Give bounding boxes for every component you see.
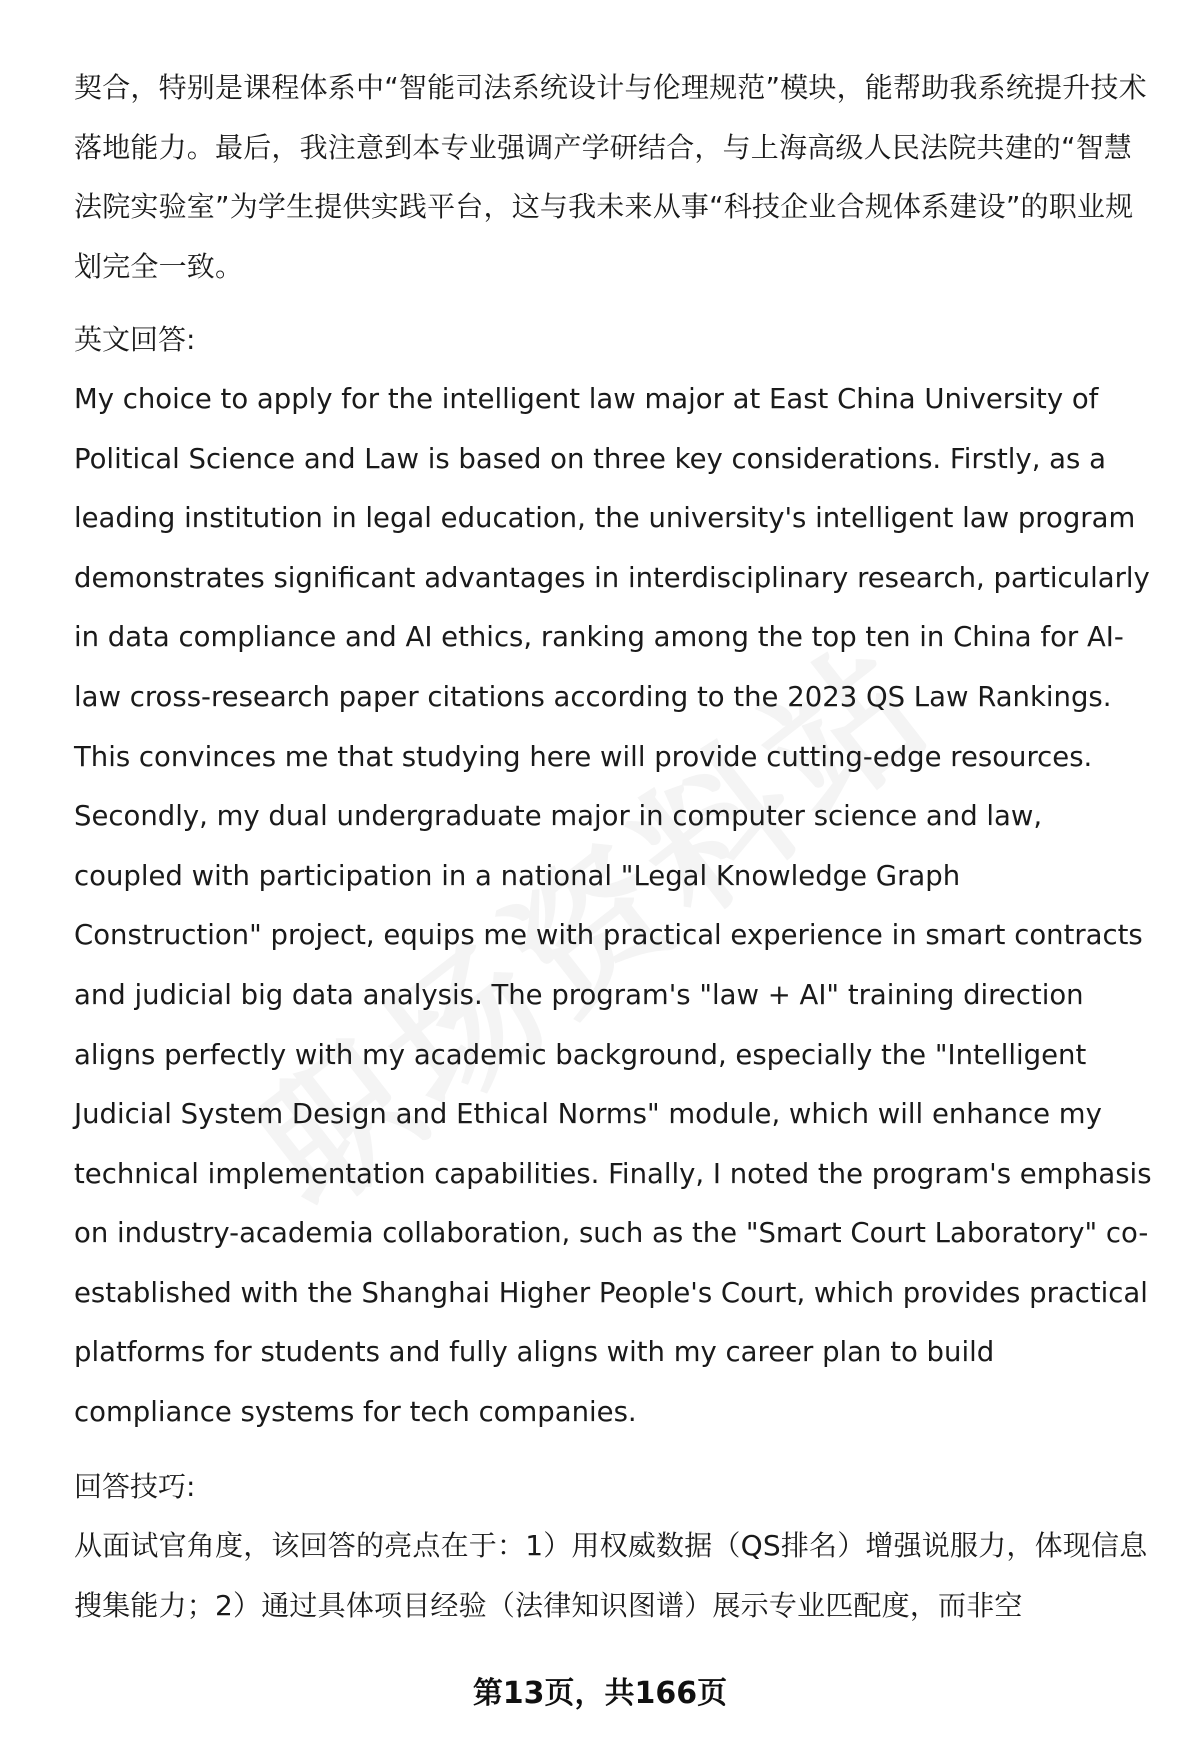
english-answer: My choice to apply for the intelligent law major at East China University of Political Science and Law is based on three key considerations. Firstly, as a leading institution in legal education, the university's intelligent law program demonstrates significant advantages in interdisciplinary research, particularly in data compliance and AI ethics, ranking among the top ten in China for AI-law cross-research paper citations according to the 2023 QS Law Rankings. This convinces me that studying here will provide cutting-edge resources. Secondly, my dual undergraduate major in computer science and law, coupled with participation in a national "Legal Knowledge Graph Construction" project, equips me with practical experience in smart contracts and judicial big data analysis. The program's "law + AI" training direction aligns perfectly with my academic background, especially the "Intelligent Judicial System Design and Ethical Norms" module, which will enhance my technical implementation capabilities. Finally, I noted the program's emphasis on industry-academia collaboration, such as the "Smart Court Laboratory" co-established with the Shanghai Higher People's Court, which provides practical platforms for students and fully aligns with my career plan to build compliance systems for tech companies. <box>74 382 1152 1429</box>
tips-text: 从面试官角度，该回答的亮点在于：1）用权威数据（QS排名）增强说服力，体现信息搜集能力；2）通过具体项目经验（法律知识图谱）展示专业匹配度，而非空 <box>74 1529 1148 1622</box>
english-answer-heading: 英文回答: <box>74 323 196 357</box>
page-number: 第13页，共166页 <box>472 1676 728 1711</box>
document-body <box>74 58 1154 1635</box>
tips-heading: 回答技巧: <box>74 1469 196 1503</box>
chinese-answer-tail: 契合，特别是课程体系中“智能司法系统设计与伦理规范”模块，能帮助我系统提升技术落地能力。最后，我注意到本专业强调产学研结合，与上海高级人民法院共建的“智慧法院实验室”为学生提供实践平台，这与我未来从事“科技企业合规体系建设”的职业规划完全一致。 <box>74 71 1147 283</box>
